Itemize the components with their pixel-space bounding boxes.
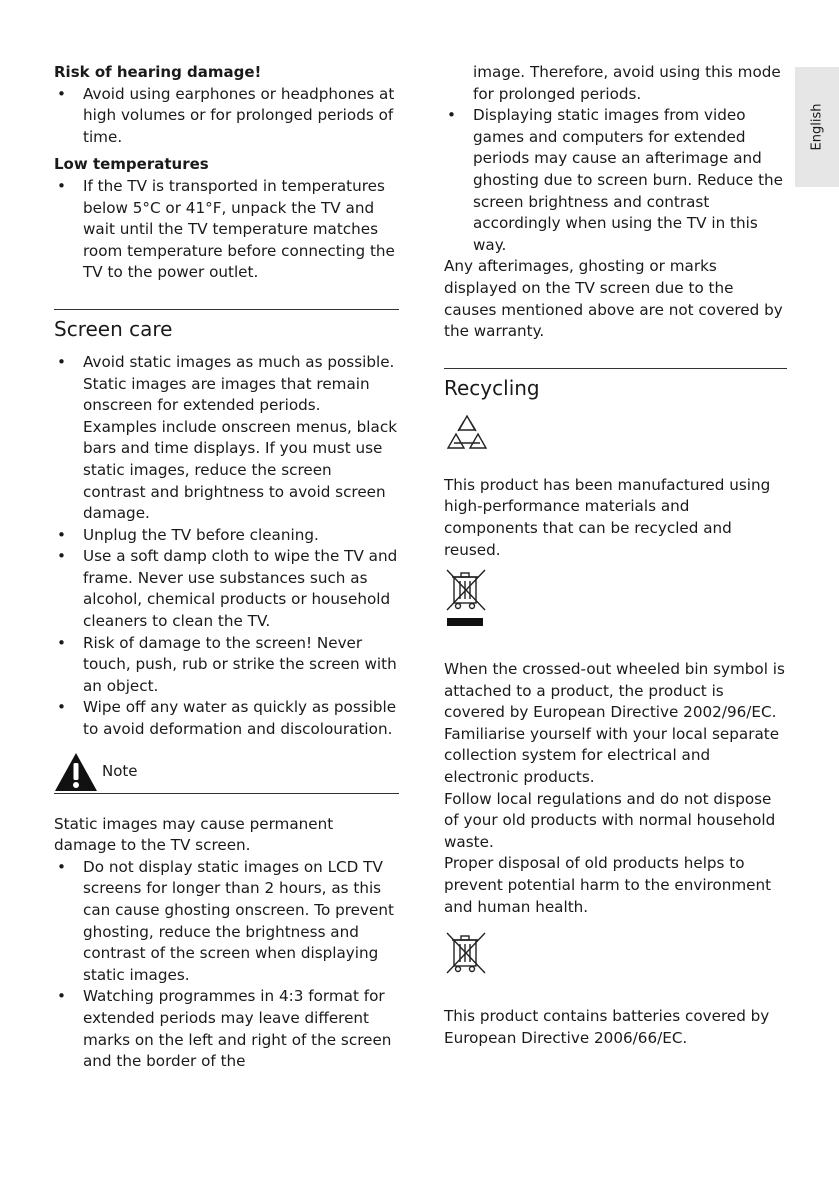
list-item: • Displaying static images from video games and computers for extended periods may cause an afterimage and ghosting due to screen burn. Reduce the screen brightness and contrast accordingly when using the TV in this way. bbox=[444, 105, 787, 256]
right-column bbox=[444, 62, 787, 1049]
recycling-intro: This product has been manufactured using high-performance materials and components that can be recycled and reused. bbox=[444, 475, 771, 559]
warranty-text: Any afterimages, ghosting or marks displayed on the TV screen due to the causes mentioned above are not covered by the warranty. bbox=[444, 257, 783, 341]
low-temp-list bbox=[54, 176, 399, 284]
list-item: • Unplug the TV before cleaning. bbox=[54, 525, 399, 547]
note-header bbox=[54, 751, 399, 793]
list-item: • Use a soft damp cloth to wipe the TV and frame. Never use substances such as alcohol, chemical products or household cleaners to clean the TV. bbox=[54, 546, 399, 632]
recycle-icon bbox=[444, 413, 490, 455]
static-image-list bbox=[444, 105, 787, 256]
language-tab bbox=[795, 67, 839, 187]
left-column bbox=[54, 62, 399, 1073]
list-item: • If the TV is transported in temperatures below 5°C or 41°F, unpack the TV and wait until the TV temperature matches room temperature before connecting the TV to the power outlet. bbox=[54, 176, 399, 284]
note-label: Note bbox=[102, 761, 138, 780]
list-item: • Watching programmes in 4:3 format for extended periods may leave different marks on the left and right of the screen and the border of the bbox=[54, 986, 399, 1072]
disposal-text: Proper disposal of old products helps to prevent potential harm to the environment and human health. bbox=[444, 854, 772, 916]
note-list bbox=[54, 857, 399, 1073]
recycling-title: Recycling bbox=[444, 375, 540, 400]
section-divider bbox=[444, 368, 787, 369]
batteries-text: This product contains batteries covered by European Directive 2006/66/EC. bbox=[444, 1007, 770, 1047]
note-intro: Static images may cause permanent damage to the TV screen. bbox=[54, 814, 334, 855]
list-item: • Avoid using earphones or headphones at high volumes or for prolonged periods of time. bbox=[54, 84, 399, 149]
list-item: • Risk of damage to the screen! Never touch, push, rub or strike the screen with an object. bbox=[54, 633, 399, 698]
screen-care-title: Screen care bbox=[54, 316, 173, 341]
note-divider bbox=[54, 793, 399, 794]
list-item: • Wipe off any water as quickly as possible to avoid deformation and discolouration. bbox=[54, 697, 399, 740]
list-item: • Avoid static images as much as possible. Static images are images that remain onscreen for extended periods. Examples include onscreen menus, black bars and time displays. If you must use static images, reduce the screen contrast and brightness to avoid screen damage. bbox=[54, 352, 399, 525]
crossed-bin-battery-icon bbox=[444, 930, 488, 976]
screen-care-list bbox=[54, 352, 399, 741]
weee-text: When the crossed-out wheeled bin symbol is attached to a product, the product is covered by European Directive 2002/96/EC. Familiarise yourself with your local separate collection system for electrical and electronic products. bbox=[444, 660, 785, 787]
low-temp-heading: Low temperatures bbox=[54, 155, 209, 174]
list-item: • Do not display static images on LCD TV screens for longer than 2 hours, as this can cause ghosting onscreen. To prevent ghosting, reduce the brightness and contrast of the screen when displaying static images. bbox=[54, 857, 399, 987]
regulations-text: Follow local regulations and do not dispose of your old products with normal household waste. bbox=[444, 789, 776, 851]
hearing-heading: Risk of hearing damage! bbox=[54, 63, 262, 81]
language-label: English bbox=[809, 103, 825, 151]
hearing-list bbox=[54, 84, 399, 149]
crossed-bin-icon bbox=[444, 567, 488, 629]
section-divider bbox=[54, 309, 399, 310]
continuation-text: image. Therefore, avoid using this mode for prolonged periods. bbox=[473, 63, 781, 103]
warning-icon bbox=[54, 751, 98, 793]
